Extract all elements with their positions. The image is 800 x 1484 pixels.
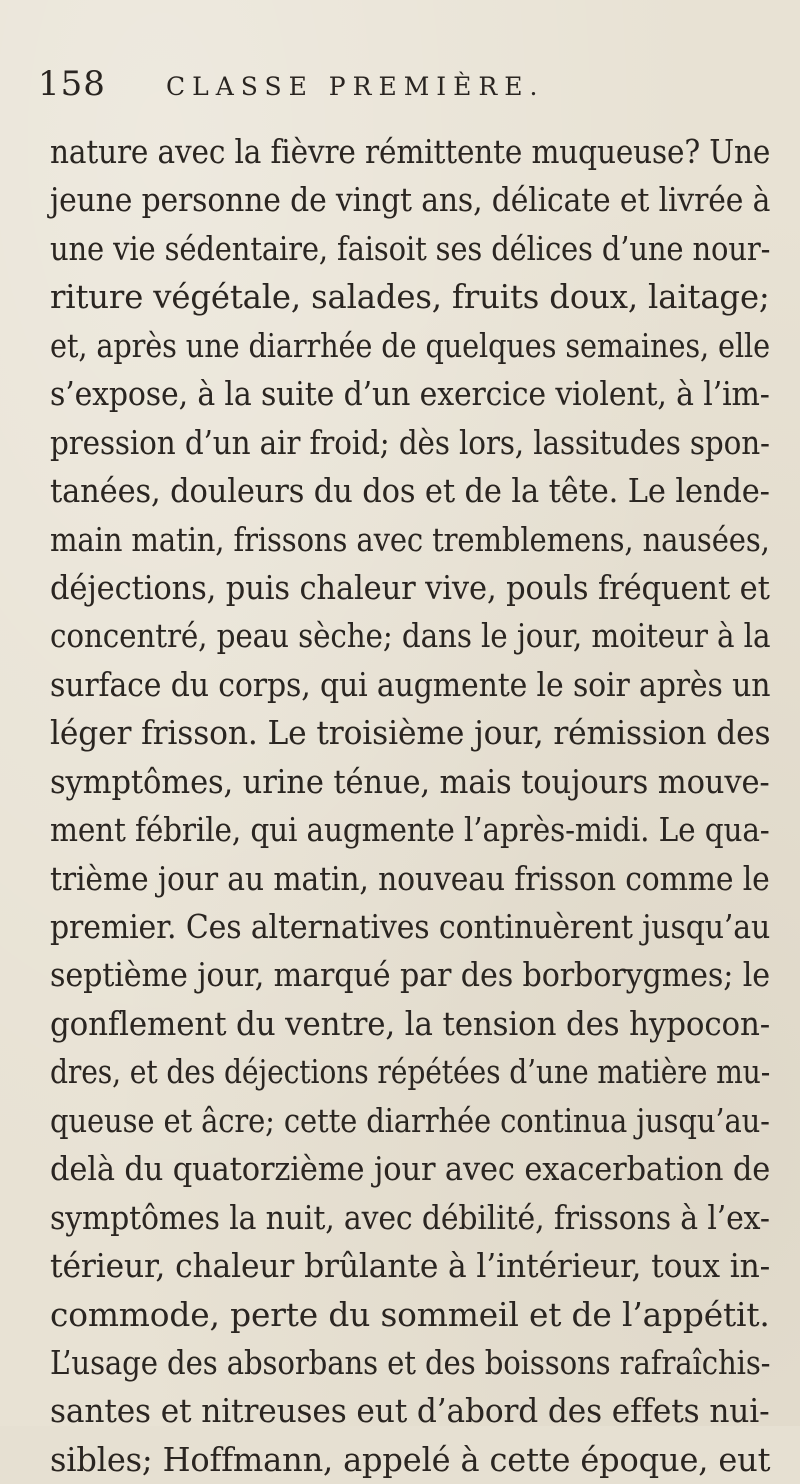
text-line: symptômes, urine ténue, mais toujours mouve-	[50, 761, 770, 801]
text-line: jeune personne de vingt ans, délicate et livrée à	[50, 180, 771, 220]
running-head: CLASSE PREMIÈRE.	[166, 72, 545, 101]
text-line: pression d’un air froid; dès lors, lassitudes spon-	[50, 422, 770, 462]
text-line: queuse et âcre; cette diarrhée continua jusqu’au-	[50, 1100, 770, 1140]
page-header	[38, 62, 758, 110]
text-line: premier. Ces alternatives continuèrent jusqu’au	[50, 907, 771, 946]
text-line: L’usage des absorbans et des boissons rafraîchis-	[50, 1342, 771, 1382]
page-number: 158	[38, 64, 106, 104]
text-line: dres, et des déjections répétées d’une matière mu-	[50, 1052, 771, 1092]
text-line: une vie sédentaire, faisoit ses délices d’une nour-	[50, 228, 771, 268]
text-line: sibles; Hoffmann, appelé à cette époque, eut	[50, 1439, 771, 1479]
text-line: riture végétale, salades, fruits doux, laitage;	[50, 277, 770, 317]
text-line: concentré, peau sèche; dans le jour, moiteur à la	[50, 616, 771, 656]
text-line: léger frisson. Le troisième jour, rémission des	[50, 713, 771, 753]
text-line: septième jour, marqué par des borborygmes; le	[50, 955, 771, 995]
text-line: santes et nitreuses eut d’abord des effets nui-	[50, 1391, 770, 1431]
text-line: delà du quatorzième jour avec exacerbation de	[50, 1149, 771, 1189]
text-line: commode, perte du sommeil et de l’appétit.	[50, 1294, 770, 1334]
text-line: main matin, frissons avec tremblemens, nausées,	[50, 519, 770, 559]
text-line: et, après une diarrhée de quelques semaines, elle	[50, 325, 770, 365]
text-line: nature avec la fièvre rémittente muqueuse? Une	[50, 132, 771, 171]
text-line: déjections, puis chaleur vive, pouls fréquent et	[50, 567, 770, 607]
text-line: térieur, chaleur brûlante à l’intérieur, toux in-	[50, 1246, 771, 1286]
text-line: ment fébrile, qui augmente l’après-midi. Le qua-	[50, 810, 770, 850]
text-line: tanées, douleurs du dos et de la tête. Le lende-	[50, 471, 770, 511]
text-line: trième jour au matin, nouveau frisson comme le	[50, 858, 770, 898]
text-line: surface du corps, qui augmente le soir après un	[50, 664, 771, 704]
body-text	[50, 128, 770, 1484]
text-line: gonflement du ventre, la tension des hypocon-	[50, 1003, 771, 1043]
text-line: symptômes la nuit, avec débilité, frissons à l’ex-	[50, 1197, 770, 1237]
text-line: s’expose, à la suite d’un exercice violent, à l’im-	[50, 374, 770, 414]
